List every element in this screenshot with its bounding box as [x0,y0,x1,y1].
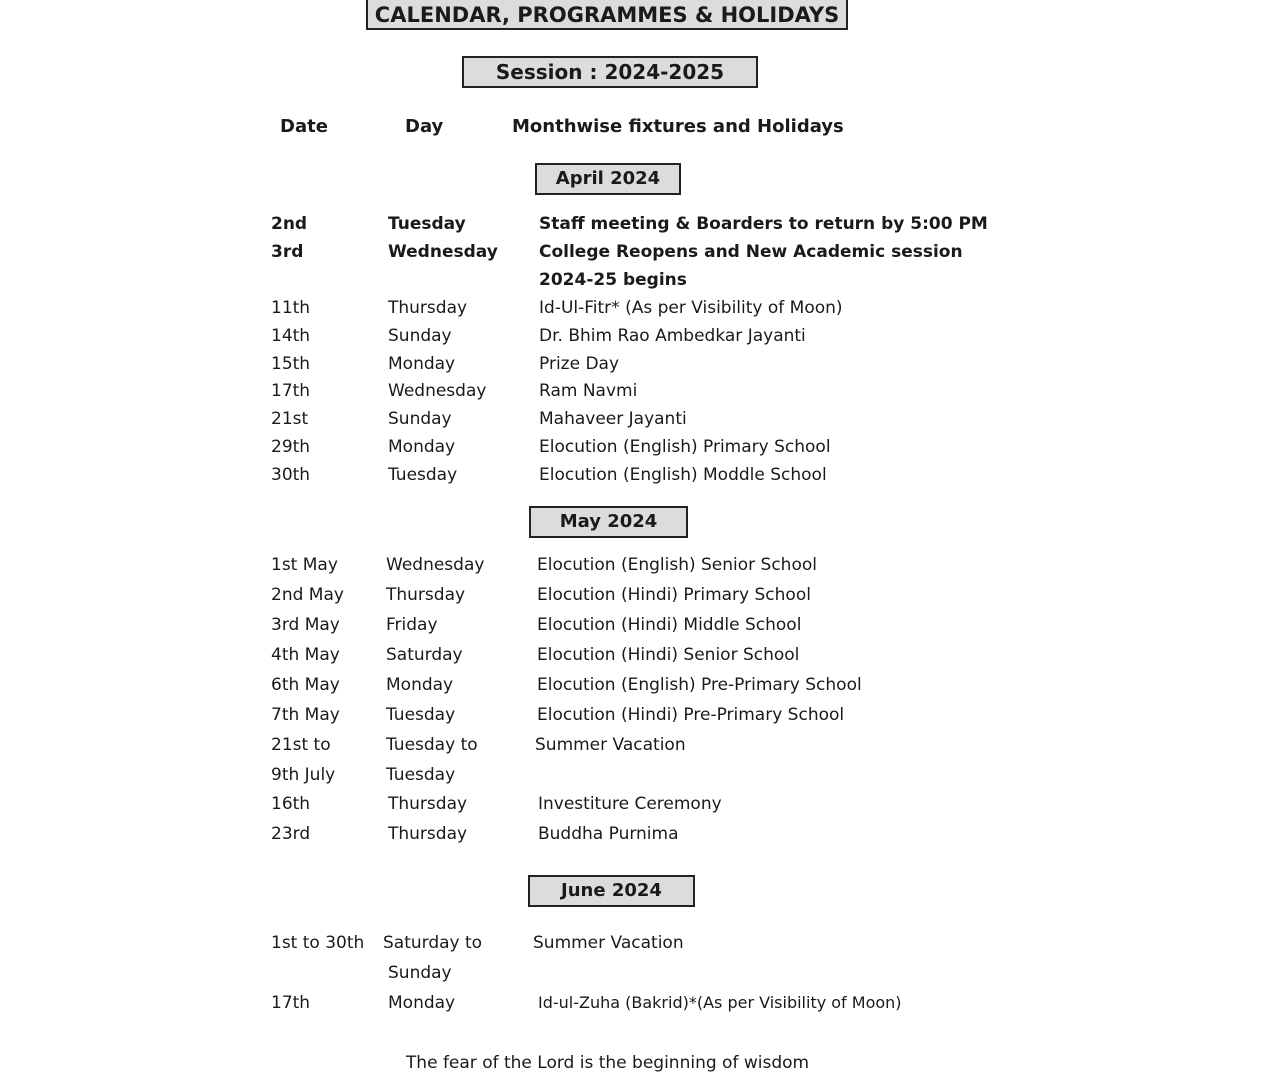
list-item [0,350,1275,378]
day-cell: Tuesday [386,705,456,725]
date-cell: 15th [271,354,311,374]
event-cell: Prize Day [539,354,620,374]
list-item [0,959,1275,987]
month-heading-april: April 2024 [535,163,681,195]
date-cell: 14th [271,326,311,346]
day-cell: Wednesday [388,242,498,262]
page-title: CALENDAR, PROGRAMMES & HOLIDAYS [366,0,848,30]
footer-quote: The fear of the Lord is the beginning of wisdom [405,1053,810,1073]
column-header-date: Date [280,116,328,137]
list-item [0,989,1275,1017]
date-cell: 1st May [271,555,338,575]
date-cell: 11th [271,298,311,318]
date-cell: 9th July [271,765,336,785]
event-cell: Elocution (Hindi) Senior School [537,645,800,665]
date-cell: 2nd [271,214,308,234]
list-item [0,377,1275,405]
date-cell: 1st to 30th [271,933,365,953]
day-cell: Saturday to [383,933,483,953]
month-heading-june: June 2024 [528,875,695,907]
date-cell: 3rd [271,242,304,262]
list-item [0,405,1275,433]
event-cell: Elocution (English) Pre-Primary School [537,675,862,695]
event-cell: Summer Vacation [535,735,686,755]
date-cell: 30th [271,465,311,485]
date-cell: 16th [271,794,311,814]
event-cell: Elocution (English) Moddle School [539,465,827,485]
day-cell: Sunday [388,409,452,429]
list-item [0,210,1275,238]
event-cell: Dr. Bhim Rao Ambedkar Jayanti [539,326,806,346]
event-cell: 2024-25 begins [539,270,687,290]
list-item [0,641,1275,669]
event-cell: College Reopens and New Academic session [539,242,963,262]
session-label: Session : 2024-2025 [462,56,758,88]
date-cell: 2nd May [271,585,344,605]
day-cell: Tuesday [386,765,456,785]
list-item [0,266,1275,294]
date-cell: 4th May [271,645,340,665]
day-cell: Wednesday [388,381,487,401]
list-item [0,820,1275,848]
date-cell: 7th May [271,705,340,725]
event-cell: Summer Vacation [533,933,684,953]
day-cell: Tuesday [388,214,466,234]
day-cell: Sunday [388,326,452,346]
list-item [0,461,1275,489]
list-item [0,790,1275,818]
date-cell: 6th May [271,675,340,695]
event-cell: Elocution (English) Senior School [537,555,817,575]
list-item [0,433,1275,461]
day-cell: Thursday [388,298,468,318]
event-cell: Id-Ul-Fitr* (As per Visibility of Moon) [539,298,843,318]
list-item [0,671,1275,699]
day-cell: Friday [386,615,438,635]
day-cell: Thursday [388,824,468,844]
column-header-event: Monthwise fixtures and Holidays [512,116,844,137]
list-item [0,701,1275,729]
day-cell: Monday [388,993,456,1013]
day-cell: Thursday [386,585,466,605]
event-cell: Ram Navmi [539,381,638,401]
day-cell: Thursday [388,794,468,814]
date-cell: 17th [271,381,311,401]
event-cell: Elocution (Hindi) Primary School [537,585,811,605]
event-cell: Investiture Ceremony [538,794,722,814]
event-cell: Buddha Purnima [538,824,679,844]
day-cell: Sunday [388,963,452,983]
date-cell: 3rd May [271,615,340,635]
list-item [0,731,1275,759]
month-heading-may: May 2024 [529,506,688,538]
list-item [0,929,1275,957]
day-cell: Saturday [386,645,463,665]
list-item [0,761,1275,789]
date-cell: 23rd [271,824,311,844]
list-item [0,322,1275,350]
event-cell: Id-ul-Zuha (Bakrid)*(As per Visibility of Moon) [538,993,902,1012]
list-item [0,551,1275,579]
event-cell: Elocution (Hindi) Middle School [537,615,802,635]
event-cell: Staff meeting & Boarders to return by 5:00 PM [539,214,988,234]
list-item [0,238,1275,266]
list-item [0,611,1275,639]
date-cell: 17th [271,993,311,1013]
date-cell: 21st to [271,735,331,755]
day-cell: Monday [386,675,454,695]
day-cell: Tuesday to [386,735,478,755]
day-cell: Tuesday [388,465,458,485]
date-cell: 29th [271,437,311,457]
day-cell: Monday [388,354,456,374]
date-cell: 21st [271,409,309,429]
event-cell: Mahaveer Jayanti [539,409,687,429]
event-cell: Elocution (Hindi) Pre-Primary School [537,705,845,725]
list-item [0,581,1275,609]
event-cell: Elocution (English) Primary School [539,437,831,457]
day-cell: Monday [388,437,456,457]
list-item [0,294,1275,322]
column-header-day: Day [405,116,444,137]
day-cell: Wednesday [386,555,485,575]
